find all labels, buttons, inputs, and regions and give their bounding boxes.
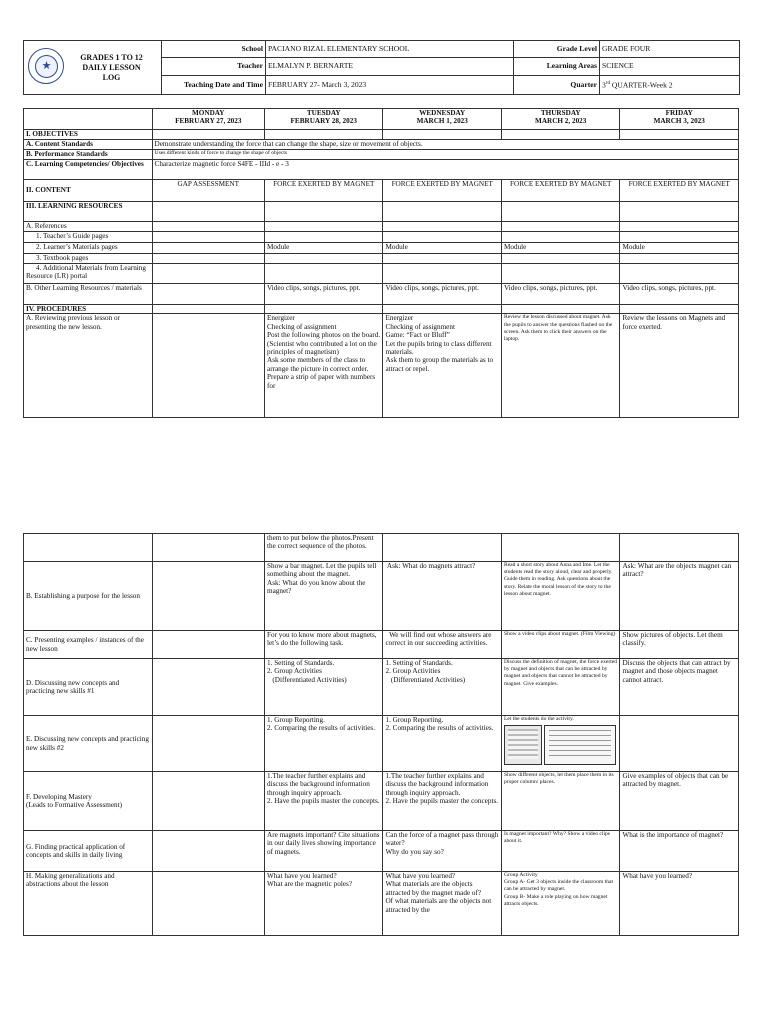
other-monday: [152, 284, 264, 305]
proc-c-tuesday: For you to know more about magnets, let’s do the following task.: [265, 631, 383, 659]
day-header-monday: MONDAY FEBRUARY 27, 2023: [152, 109, 264, 130]
proc-c-friday: Show pictures of objects. Let them classify.: [620, 631, 739, 659]
proc-b-friday: Ask: What are the objects magnet can attract?: [620, 562, 739, 631]
header-table: [23, 40, 740, 95]
day-header-tuesday: TUESDAY FEBRUARY 28, 2023: [265, 109, 383, 130]
lesson-log-table-page1: [23, 108, 739, 418]
competencies-value: Characterize magnetic force S4FE - IIId - e - 3: [152, 160, 738, 180]
proc-a-label: A. Reviewing previous lesson or presenting the new lesson.: [24, 314, 153, 418]
activity-thumbnail-left: [504, 725, 542, 765]
proc-g-friday: What is the importance of magnet?: [620, 831, 739, 872]
content-heading: II. CONTENT: [24, 180, 153, 202]
proc-d-label: D. Discussing new concepts and practicing new skills #1: [24, 659, 153, 716]
content-wednesday: FORCE EXERTED BY MAGNET: [383, 180, 501, 202]
proc-h-label: H. Making generalizations and abstractions about the lesson: [24, 872, 153, 936]
proc-e-tuesday: 1. Group Reporting. 2. Comparing the results of activities.: [265, 716, 383, 772]
proc-d-thursday: Discuss the definition of magnet, the force exerted by magnet and objects that can be attracted by magnet and objects that cannot be attracted by magnet. Give examples.: [501, 659, 619, 716]
school-label: School: [162, 41, 266, 58]
other-thursday: Video clips, songs, pictures, ppt.: [501, 284, 619, 305]
lm-friday: Module: [620, 243, 739, 254]
proc-b-wednesday: Ask: What do magnets attract?: [383, 562, 501, 631]
proc-e-label: E. Discussing new concepts and practicing new skills #2: [24, 716, 153, 772]
proc-f-label: F. Developing Mastery (Leads to Formative Assessment): [24, 772, 153, 831]
proc-d-tuesday: 1. Setting of Standards. 2. Group Activities (Differentiated Activities): [265, 659, 383, 716]
lm-thursday: Module: [501, 243, 619, 254]
proc-h-friday: What have you learned?: [620, 872, 739, 936]
lm-wednesday: Module: [383, 243, 501, 254]
learners-materials-label: 2. Learner’s Materials pages: [24, 243, 153, 254]
proc-a-thursday: Review the lesson discussed about magnet. Ask the pupils to answer the questions flashed on the screen. Ask them to click their answers on the laptop.: [501, 314, 619, 418]
learning-area-label: Learning Areas: [514, 58, 600, 76]
proc-c-label: C. Presenting examples / instances of the new lesson: [24, 631, 153, 659]
content-standards-value: Demonstrate understanding the force that can change the shape, size or movement of objects.: [152, 140, 738, 150]
other-resources-label: B. Other Learning Resources / materials: [24, 284, 153, 305]
proc-a-wednesday: Energizer Checking of assignment Game: “Fact or Bluff” Let the pupils bring to class different materials. Ask them to group the materials as to attract or repel.: [383, 314, 501, 418]
teachers-guide-label: 1. Teacher’s Guide pages: [24, 232, 153, 243]
references-label: A. References: [24, 222, 153, 232]
textbook-label: 3. Textbook pages: [24, 254, 153, 264]
lm-tuesday: Module: [265, 243, 383, 254]
activity-thumbnail-right: [544, 725, 616, 765]
proc-a-friday: Review the lessons on Magnets and force exerted.: [620, 314, 739, 418]
proc-f-friday: Give examples of objects that can be attracted by magnet.: [620, 772, 739, 831]
learning-resources-heading: III. LEARNING RESOURCES: [24, 202, 153, 222]
proc-b-label: B. Establishing a purpose for the lesson: [24, 562, 153, 631]
other-friday: Video clips, songs, pictures, ppt.: [620, 284, 739, 305]
day-header-friday: FRIDAY MARCH 3, 2023: [620, 109, 739, 130]
quarter-label: Quarter: [514, 76, 600, 95]
teacher-value: ELMALYN P. BERNARTE: [266, 58, 514, 76]
lesson-log-table-page2: [23, 533, 739, 936]
school-value: PACIANO RIZAL ELEMENTARY SCHOOL: [266, 41, 514, 58]
deped-seal-logo: ★: [28, 48, 64, 84]
proc-e-thursday: Let the students do the activity.: [501, 716, 619, 772]
date-value: FEBRUARY 27- March 3, 2023: [266, 76, 514, 95]
grade-label: Grade Level: [514, 41, 600, 58]
other-tuesday: Video clips, songs, pictures, ppt.: [265, 284, 383, 305]
performance-standards-value: Uses different kinds of force to change the shape of objects: [152, 150, 738, 160]
proc-h-thursday: Group Activity Group A- Get 3 objects inside the classroom that can be attracted by magnet. Group B- Make a role playing on how magnet attracts objects.: [501, 872, 619, 936]
grade-value: GRADE FOUR: [600, 41, 740, 58]
proc-f-thursday: Show different objects, let them place them in its proper column/ places.: [501, 772, 619, 831]
proc-c-wednesday: We will find out whose answers are correct in our succeeding activities.: [383, 631, 501, 659]
activity-screenshot: [504, 725, 617, 765]
proc-h-tuesday: What have you learned? What are the magnetic poles?: [265, 872, 383, 936]
additional-materials-label: 4. Additional Materials from Learning Resource (LR) portal: [24, 264, 153, 284]
content-standards-label: A. Content Standards: [24, 140, 153, 150]
proc-b-tuesday: Show a bar magnet. Let the pupils tell something about the magnet. Ask: What do you know about the magnet?: [265, 562, 383, 631]
performance-standards-label: B. Performance Standards: [24, 150, 153, 160]
quarter-value: 3rd QUARTER-Week 2: [600, 76, 740, 95]
dll-title: GRADES 1 TO 12 DAILY LESSON LOG: [24, 41, 162, 95]
day-header-thursday: THURSDAY MARCH 2, 2023: [501, 109, 619, 130]
day-header-wednesday: WEDNESDAY MARCH 1, 2023: [383, 109, 501, 130]
proc-g-label: G. Finding practical application of concepts and skills in daily living: [24, 831, 153, 872]
content-tuesday: FORCE EXERTED BY MAGNET: [265, 180, 383, 202]
proc-g-wednesday: Can the force of a magnet pass through water? Why do you say so?: [383, 831, 501, 872]
proc-f-tuesday: 1.The teacher further explains and discuss the background information through inquiry approach. 2. Have the pupils master the concepts.: [265, 772, 383, 831]
proc-d-wednesday: 1. Setting of Standards. 2. Group Activities (Differentiated Activities): [383, 659, 501, 716]
other-wednesday: Video clips, songs, pictures, ppt.: [383, 284, 501, 305]
lm-monday: [152, 243, 264, 254]
content-monday: GAP ASSESSMENT: [152, 180, 264, 202]
proc-c-thursday: Show a video clips about magnet. (Film Viewing): [501, 631, 619, 659]
date-label: Teaching Date and Time: [162, 76, 266, 95]
proc-g-thursday: Is magnet important? Why? Show a video clips about it.: [501, 831, 619, 872]
competencies-label: C. Learning Competencies/ Objectives: [24, 160, 153, 180]
proc-d-friday: Discuss the objects that can attract by magnet and those objects magnet cannot attract.: [620, 659, 739, 716]
proc-a-tuesday-cont: them to put below the photos.Present the correct sequence of the photos.: [265, 534, 383, 562]
proc-h-wednesday: What have you learned? What materials are the objects attracted by the magnet made of? Of what materials are the objects not attracted by the: [383, 872, 501, 936]
proc-g-tuesday: Are magnets important? Cite situations in our daily lives showing importance of magnets.: [265, 831, 383, 872]
proc-b-thursday: Read a short story about Anna and Ime. Let the students read the story aloud, clear and properly. Guide them in reading. Ask questions about the story. Relate the moral lesson of the story to the lesson about magnet.: [501, 562, 619, 631]
teacher-label: Teacher: [162, 58, 266, 76]
learning-area-value: SCIENCE: [600, 58, 740, 76]
objectives-heading: I. OBJECTIVES: [24, 130, 153, 140]
proc-a-tuesday: Energizer Checking of assignment Post the following photos on the board. (Scientist who contributed a lot on the principles of magnetism) Ask some members of the class to arrange the picture in correct order. Prepare a strip of paper with numbers for: [265, 314, 383, 418]
proc-f-wednesday: 1.The teacher further explains and discuss the background information through inquiry approach. 2. Have the pupils master the concepts.: [383, 772, 501, 831]
procedures-heading: IV. PROCEDURES: [24, 305, 153, 314]
proc-e-wednesday: 1. Group Reporting. 2. Comparing the results of activities.: [383, 716, 501, 772]
content-friday: FORCE EXERTED BY MAGNET: [620, 180, 739, 202]
content-thursday: FORCE EXERTED BY MAGNET: [501, 180, 619, 202]
